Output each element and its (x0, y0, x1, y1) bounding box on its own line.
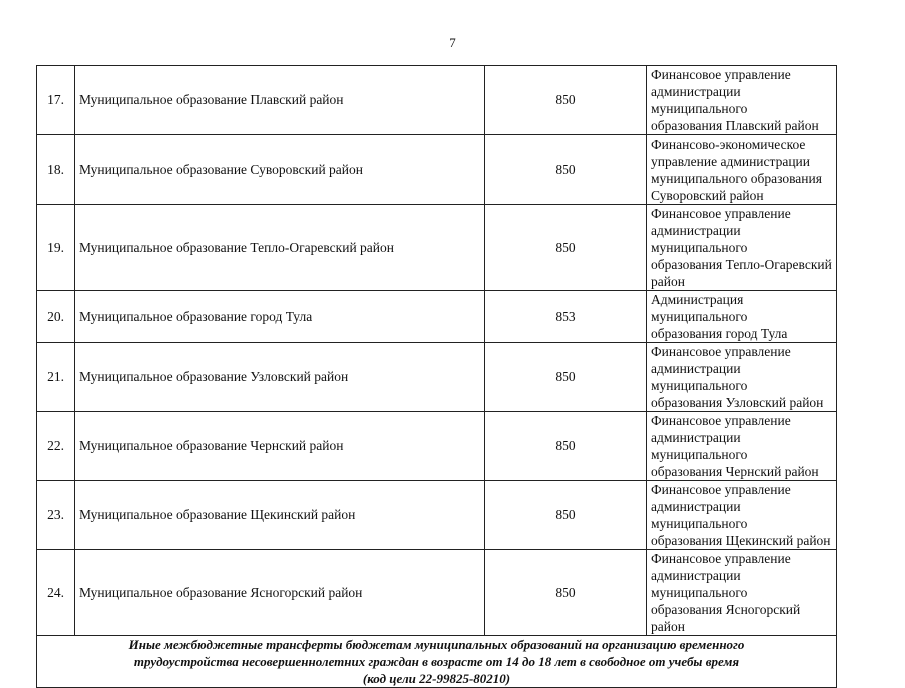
administrator-org (647, 550, 837, 636)
administrator-org (647, 205, 837, 291)
administrator-org-line: администрации муниципального (651, 499, 748, 531)
budget-code: 850 (485, 205, 647, 291)
administrator-org-line: Финансовое управление (651, 413, 791, 428)
row-number: 24. (37, 550, 75, 636)
municipality-name: Муниципальное образование Узловский район (75, 343, 485, 412)
budget-code: 850 (485, 550, 647, 636)
table-row (37, 135, 837, 205)
administrator-org-line: образования Ясногорский район (651, 602, 801, 634)
section-footer-row (37, 636, 837, 688)
municipality-name: Муниципальное образование Суворовский район (75, 135, 485, 205)
administrator-org (647, 66, 837, 135)
table-row (37, 550, 837, 636)
administrator-org (647, 481, 837, 550)
budget-code: 853 (485, 291, 647, 343)
row-number: 23. (37, 481, 75, 550)
footer-line: Иные межбюджетные трансферты бюджетам муниципальных образований на организацию временного (128, 637, 745, 652)
municipality-name: Муниципальное образование город Тула (75, 291, 485, 343)
administrator-org (647, 135, 837, 205)
municipality-name: Муниципальное образование Ясногорский район (75, 550, 485, 636)
table-row (37, 205, 837, 291)
budget-code: 850 (485, 135, 647, 205)
administrator-org-line: Финансовое управление (651, 67, 791, 82)
administrator-org-line: образования Чернский район (651, 464, 819, 479)
administrator-org-line: Финансовое управление (651, 482, 791, 497)
administrator-org-line: Финансовое управление (651, 551, 791, 566)
footer-line: трудоустройства несовершеннолетних граждан в возрасте от 14 до 18 лет в свободное от учебы время (133, 654, 740, 669)
table-row (37, 481, 837, 550)
table-row (37, 66, 837, 135)
administrator-org-line: администрации муниципального (651, 568, 748, 600)
page-number: 7 (449, 35, 456, 50)
administrator-org-line: образования город Тула (651, 326, 788, 341)
row-number: 17. (37, 66, 75, 135)
table-row (37, 412, 837, 481)
administrator-org-line: муниципального образования (651, 170, 822, 186)
row-number: 20. (37, 291, 75, 343)
administrator-org-line: Суворовский район (651, 187, 764, 203)
administrator-org-line: Финансово-экономическое (651, 136, 806, 152)
administrator-org-line: администрации муниципального (651, 361, 748, 393)
budget-code: 850 (485, 66, 647, 135)
administrator-org-line: Администрация муниципального (651, 292, 748, 324)
administrator-org-line: администрации муниципального (651, 223, 748, 255)
row-number: 21. (37, 343, 75, 412)
administrator-org-line: образования Узловский район (651, 395, 824, 410)
row-number: 22. (37, 412, 75, 481)
budget-code: 850 (485, 412, 647, 481)
administrator-org-line: Финансовое управление (651, 344, 791, 359)
municipality-name: Муниципальное образование Плавский район (75, 66, 485, 135)
administrator-org-line: администрации муниципального (651, 84, 748, 116)
administrator-org (647, 291, 837, 343)
administrator-org-line: район (651, 274, 685, 289)
footer-line: (код цели 22-99825-80210) (362, 671, 511, 686)
table-row (37, 343, 837, 412)
municipality-name: Муниципальное образование Чернский район (75, 412, 485, 481)
table-body (37, 66, 837, 688)
table-row (37, 291, 837, 343)
administrator-org-line: Финансовое управление (651, 206, 791, 221)
section-footer-cell (37, 636, 837, 688)
administrator-org (647, 412, 837, 481)
transfers-table (36, 65, 837, 688)
administrator-org-line: образования Тепло-Огаревский (651, 257, 832, 272)
row-number: 18. (37, 135, 75, 205)
budget-code: 850 (485, 481, 647, 550)
administrator-org-line: образования Щекинский район (651, 533, 831, 548)
administrator-org-line: управление администрации (651, 153, 811, 169)
municipality-name: Муниципальное образование Тепло-Огаревский район (75, 205, 485, 291)
budget-code: 850 (485, 343, 647, 412)
administrator-org-line: образования Плавский район (651, 118, 819, 133)
administrator-org-line: администрации муниципального (651, 430, 748, 462)
municipality-name: Муниципальное образование Щекинский район (75, 481, 485, 550)
administrator-org (647, 343, 837, 412)
row-number: 19. (37, 205, 75, 291)
